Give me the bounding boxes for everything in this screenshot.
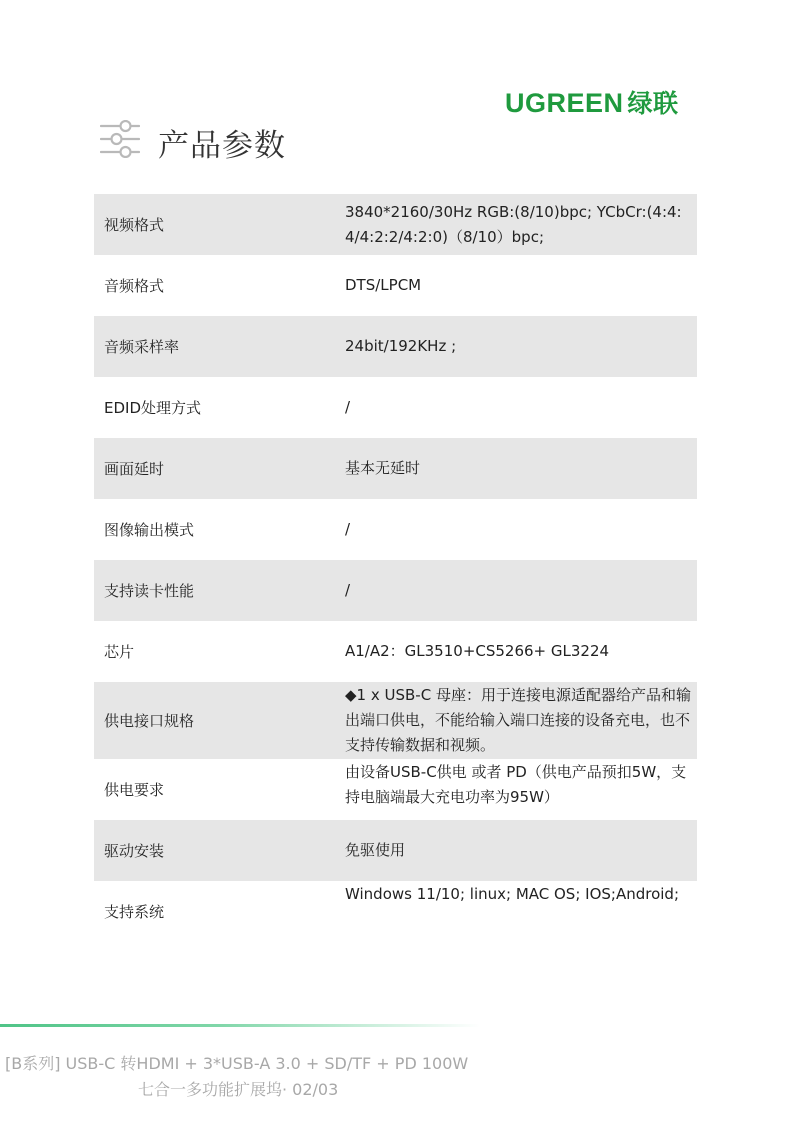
spec-row bbox=[94, 194, 697, 255]
spec-row bbox=[94, 759, 697, 820]
spec-label: 图像输出模式 bbox=[104, 521, 195, 539]
logo-text-cn: 绿联 bbox=[627, 90, 679, 118]
spec-row bbox=[94, 682, 697, 759]
spec-row bbox=[94, 438, 697, 499]
spec-value: A1/A2：GL3510+CS5266+ GL3224 bbox=[345, 642, 610, 660]
spec-row bbox=[94, 621, 697, 682]
footer-page-info: 七合一多功能扩展坞· 02/03 bbox=[138, 1080, 339, 1099]
spec-label: 音频格式 bbox=[104, 277, 165, 295]
spec-row bbox=[94, 560, 697, 621]
spec-row bbox=[94, 820, 697, 881]
spec-label: 支持读卡性能 bbox=[104, 582, 195, 600]
spec-row bbox=[94, 377, 697, 438]
spec-value: 由设备USB-C供电 或者 PD（供电产品预扣5W，支持电脑端最大充电功率为95W） bbox=[345, 763, 687, 806]
spec-label: 芯片 bbox=[104, 643, 135, 661]
spec-label: 画面延时 bbox=[104, 460, 165, 478]
spec-value: / bbox=[345, 581, 351, 599]
page-title: 产品参数 bbox=[158, 128, 286, 164]
spec-value: 3840*2160/30Hz RGB:(8/10)bpc; YCbCr:(4:4:4/4:2:2/4:2:0)（8/10）bpc; bbox=[345, 203, 682, 246]
spec-label: 视频格式 bbox=[104, 216, 165, 234]
spec-label: 驱动安装 bbox=[104, 842, 165, 860]
logo-text-en: UGREEN bbox=[505, 88, 624, 118]
footer-divider bbox=[0, 1024, 480, 1027]
spec-value: DTS/LPCM bbox=[345, 276, 422, 294]
settings-sliders-icon bbox=[100, 120, 140, 158]
spec-row bbox=[94, 255, 697, 316]
spec-label: 支持系统 bbox=[104, 903, 165, 921]
spec-row bbox=[94, 316, 697, 377]
spec-value: / bbox=[345, 520, 351, 538]
spec-label: 供电要求 bbox=[104, 781, 165, 799]
spec-value: 免驱使用 bbox=[345, 841, 406, 859]
spec-table bbox=[94, 194, 697, 942]
footer-product-line: [B系列] USB-C 转HDMI + 3*USB-A 3.0 + SD/TF + PD 100W bbox=[5, 1054, 469, 1073]
spec-label: 供电接口规格 bbox=[104, 712, 195, 730]
spec-value: ◆1 x USB-C 母座：用于连接电源适配器给产品和输出端口供电，不能给输入端口连接的设备充电，也不支持传输数据和视频。 bbox=[345, 686, 691, 754]
spec-row bbox=[94, 881, 697, 942]
spec-label: EDID处理方式 bbox=[104, 399, 202, 417]
spec-value: Windows 11/10; linux; MAC OS; IOS;Android; bbox=[345, 885, 680, 903]
spec-value: 基本无延时 bbox=[345, 459, 421, 477]
spec-label: 音频采样率 bbox=[104, 338, 180, 356]
spec-value: / bbox=[345, 398, 351, 416]
ugreen-logo bbox=[505, 84, 679, 116]
spec-row bbox=[94, 499, 697, 560]
spec-value: 24bit/192KHz ; bbox=[345, 337, 457, 355]
